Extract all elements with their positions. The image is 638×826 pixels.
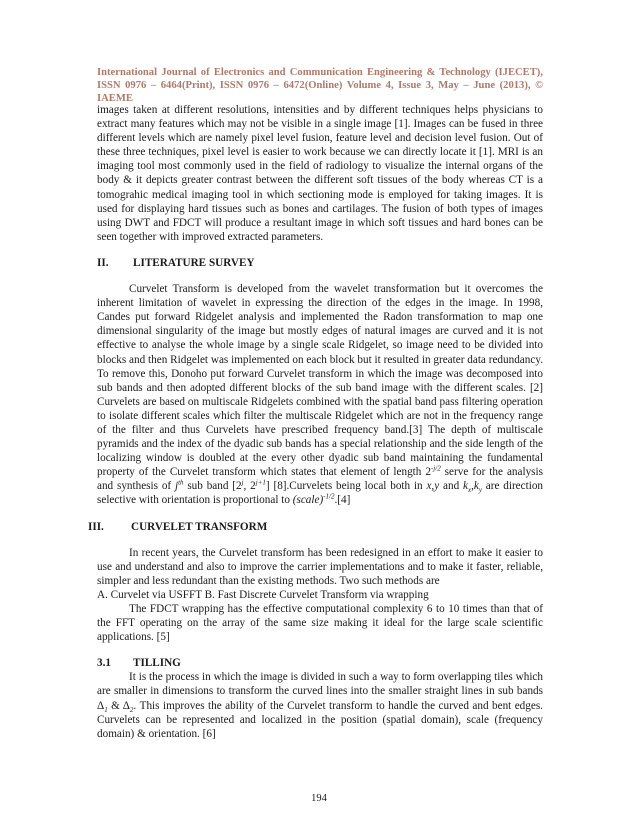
- subsection-3-1-number: 3.1: [97, 657, 111, 670]
- section-2-number: II.: [97, 256, 109, 269]
- header-line-1: International Journal of Electronics and Communication Engineering & Technology (IJECET),: [97, 67, 543, 78]
- section-2-heading: [97, 256, 543, 270]
- section-3-methods-line: A. Curvelet via USFFT B. Fast Discrete Curvelet Transform via wrapping: [97, 588, 429, 601]
- journal-header: [97, 66, 543, 105]
- subsection-3-1-heading: [97, 656, 543, 670]
- page-content: [88, 103, 544, 741]
- page-number: 194: [311, 793, 327, 804]
- section-2-title: LITERATURE SURVEY: [133, 256, 255, 269]
- intro-paragraph: images taken at different resolutions, intensities and by different techniques helps physicians to extract many features which may not be visible in a single image [1]. Images can be fused in three different levels which are namely pixel level fusion, feature level and decision level fusion. Out of these three techniques, pixel level is easier to work because we can directly locate it [1]. MRI is an imaging tool most commonly used in the field of radiology to visualize the internal organs of the body & it depicts greater contrast between the different soft tissues of the body whereas CT is a tomograhic medical imaging tool in which sectioning mode is employed for taking images. It is used for displaying hard tissues such as bones and cartilages. The fusion of both types of images using DWT and FDCT will produce a resultant image in which soft tissues and hard bones can be seen together with improved extracted parameters.: [97, 104, 543, 243]
- header-line-2: ISSN 0976 – 6464(Print), ISSN 0976 – 6472(Online) Volume 4, Issue 3, May – June (2013), © IAEME: [97, 80, 543, 104]
- subsection-3-1-title: TILLING: [133, 657, 181, 670]
- section-3-number: III.: [88, 520, 104, 533]
- section-3-heading: [88, 520, 543, 534]
- section-2-paragraph: Curvelet Transform is developed from the wavelet transformation but it overcomes the inherent limitation of wavelet in expressing the direction of the edges in the image. In 1998, Candes put forward Ridgelet analysis and implemented the Radon transformation to map one dimensional singularity of the image but mostly edges of natural images are curved and it is not effective to analyse the whole image by a single scale Ridgelet, so image need to be divided into blocks and then Ridgelet was implemented on each block but it resulted in greater data redundancy. To remove this, Donoho put forward Curvelet transform in which the image was decomposed into sub bands and then adopted different blocks of the sub band image with the different scales. [2] Curvelets are based on multiscale Ridgelets combined with the spatial band pass filtering operation to isolate different scales which filter the multiscale Ridgelet which are not in the frequency range of the filter and thus Curvelets have prescribed frequency band.[3] The depth of multiscale pyramids and the index of the dyadic sub bands has a special relationship and the side length of the localizing window is doubled at the every other dyadic sub band maintaining the fundamental property of the Curvelet transform which states that element of length $2^{-j/2}$ serve for the analysis and synthesis of $j^{th}$ sub band [2$^j$, $2^{j+1}$] [8].Curvelets being local both in x,y and $k_x,k_y$ are direction selective with orientation is proportional to (scale)$^{-1/2}$.[4]: [97, 283, 544, 507]
- section-3-paragraph-1: In recent years, the Curvelet transform has been redesigned in an effort to make it easier to use and understand and also to improve the carrier implementations and to make it faster, reliable, simpler and less redundant than the existing methods. Two such methods are: [97, 546, 543, 587]
- subsection-3-1-paragraph: It is the process in which the image is divided in such a way to form overlapping tiles which are smaller in dimensions to transform the curved lines into the smaller straight lines in sub bands $\Delta_1$ & $\Delta_2$. This improves the ability of the Curvelet transform to handle the curved and bent edges. Curvelets can be represented and localized in the position (spatial domain), scale (frequency domain) & orientation. [6]: [97, 671, 543, 740]
- section-3-paragraph-2: The FDCT wrapping has the effective computational complexity 6 to 10 times than that of the FFT operating on the array of the same size making it ideal for the large scale scientific applications. [5]: [97, 603, 543, 644]
- section-3-title: CURVELET TRANSFORM: [131, 520, 268, 533]
